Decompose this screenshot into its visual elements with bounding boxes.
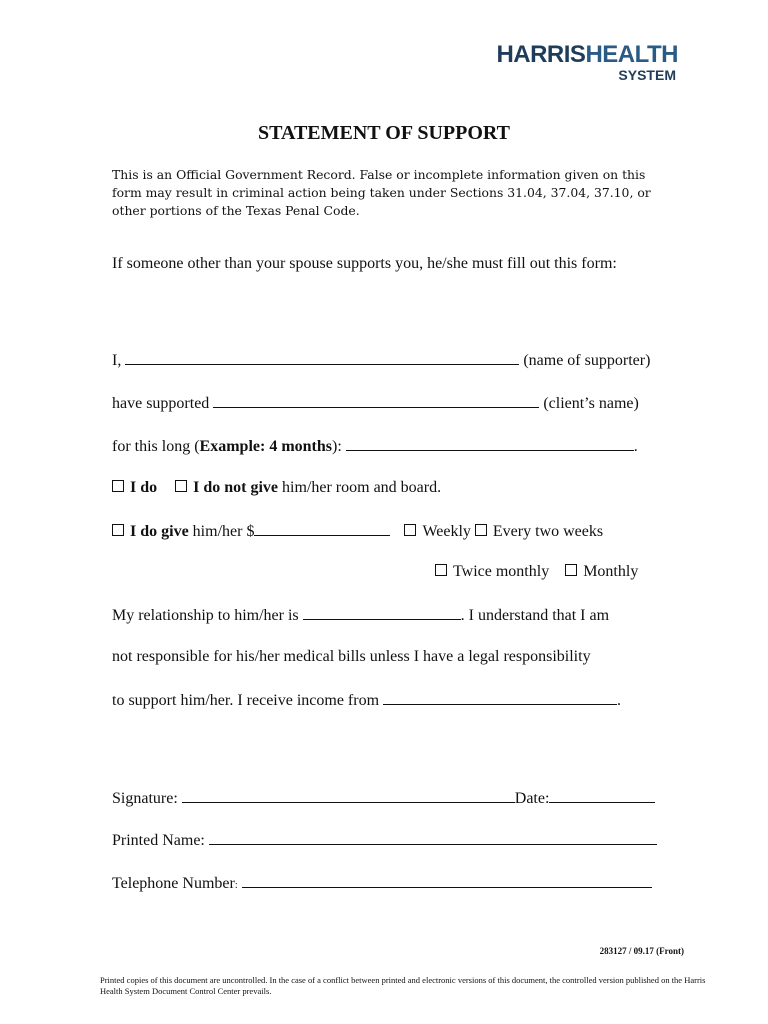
weekly-checkbox[interactable]	[404, 524, 416, 536]
every-two-weeks-checkbox[interactable]	[475, 524, 487, 536]
client-row	[112, 393, 639, 413]
i-label: I,	[112, 352, 122, 369]
responsibility-text: not responsible for his/her medical bills unless I have a legal responsibility	[112, 648, 591, 665]
income-source-field[interactable]	[383, 690, 617, 705]
supporter-row	[112, 350, 650, 370]
amount-field[interactable]	[254, 521, 390, 536]
give-amount-row	[112, 521, 603, 541]
monthly-checkbox[interactable]	[565, 564, 577, 576]
signature-row	[112, 788, 655, 808]
room-board-label: him/her room and board.	[282, 479, 442, 496]
printed-name-label: Printed Name:	[112, 832, 205, 849]
relationship-label: My relationship to him/her is	[112, 607, 299, 624]
for-this-long-end: ):	[332, 438, 342, 455]
duration-field[interactable]	[346, 436, 634, 451]
i-do-not-give-label: I do not give	[193, 479, 279, 496]
official-record-notice: This is an Official Government Record. False or incomplete information given on this form may result in criminal action being taken under Sections 31.04, 37.04, 37.10, or other portions of the Texas Penal Code.	[112, 167, 651, 218]
room-board-row	[112, 479, 441, 497]
him-her-dollar-label: him/her $	[192, 523, 255, 540]
relationship-row	[112, 605, 609, 625]
relationship-field[interactable]	[303, 605, 461, 620]
footer-disclaimer: Printed copies of this document are uncontrolled. In the case of a conflict between printed and electronic versions of this document, the controlled version published on the Harris Health System Document Control Center prevails.	[100, 975, 706, 996]
logo-part-harris: HARRIS	[496, 41, 586, 68]
telephone-label: Telephone Number	[112, 875, 235, 892]
telephone-field[interactable]	[242, 873, 652, 888]
supporter-name-field[interactable]	[125, 350, 519, 365]
client-name-field[interactable]	[213, 393, 539, 408]
example-label: Example: 4 months	[199, 438, 332, 455]
relationship-line1-end: . I understand that I am	[460, 607, 610, 624]
harris-health-logo	[496, 42, 678, 82]
i-do-label: I do	[130, 479, 158, 496]
i-do-give-checkbox[interactable]	[112, 524, 124, 536]
monthly-label: Monthly	[583, 563, 639, 580]
duration-period: .	[633, 438, 638, 455]
logo-part-health: HEALTH	[585, 41, 678, 68]
form-id: 283127 / 09.17 (Front)	[599, 946, 684, 956]
income-label: to support him/her. I receive income from	[112, 692, 380, 709]
telephone-row	[112, 873, 652, 893]
signature-label: Signature:	[112, 790, 178, 807]
telephone-colon: :	[234, 880, 238, 891]
responsibility-row	[112, 648, 591, 666]
signature-field[interactable]	[182, 788, 515, 803]
have-supported-label: have supported	[112, 395, 210, 412]
supporter-suffix-label: (name of supporter)	[523, 352, 651, 369]
income-period: .	[617, 692, 622, 709]
weekly-label: Weekly	[422, 523, 471, 540]
logo-subtext: SYSTEM	[618, 67, 676, 83]
date-label: Date:	[514, 790, 550, 807]
twice-monthly-label: Twice monthly	[453, 563, 550, 580]
i-do-not-give-checkbox[interactable]	[175, 480, 187, 492]
for-this-long-label: for this long (	[112, 438, 200, 455]
every-two-weeks-label: Every two weeks	[492, 523, 604, 540]
i-do-give-label: I do give	[130, 523, 189, 540]
printed-name-row	[112, 830, 657, 850]
date-field[interactable]	[549, 788, 655, 803]
duration-row	[112, 436, 638, 456]
client-suffix-label: (client’s name)	[543, 395, 639, 412]
i-do-checkbox[interactable]	[112, 480, 124, 492]
income-row	[112, 690, 621, 710]
monthly-options-row	[435, 563, 638, 581]
printed-name-field[interactable]	[209, 830, 657, 845]
twice-monthly-checkbox[interactable]	[435, 564, 447, 576]
intro-text: If someone other than your spouse supports you, he/she must fill out this form:	[112, 255, 617, 272]
logo-wordmark	[496, 42, 678, 68]
page-title: STATEMENT OF SUPPORT	[258, 122, 510, 144]
